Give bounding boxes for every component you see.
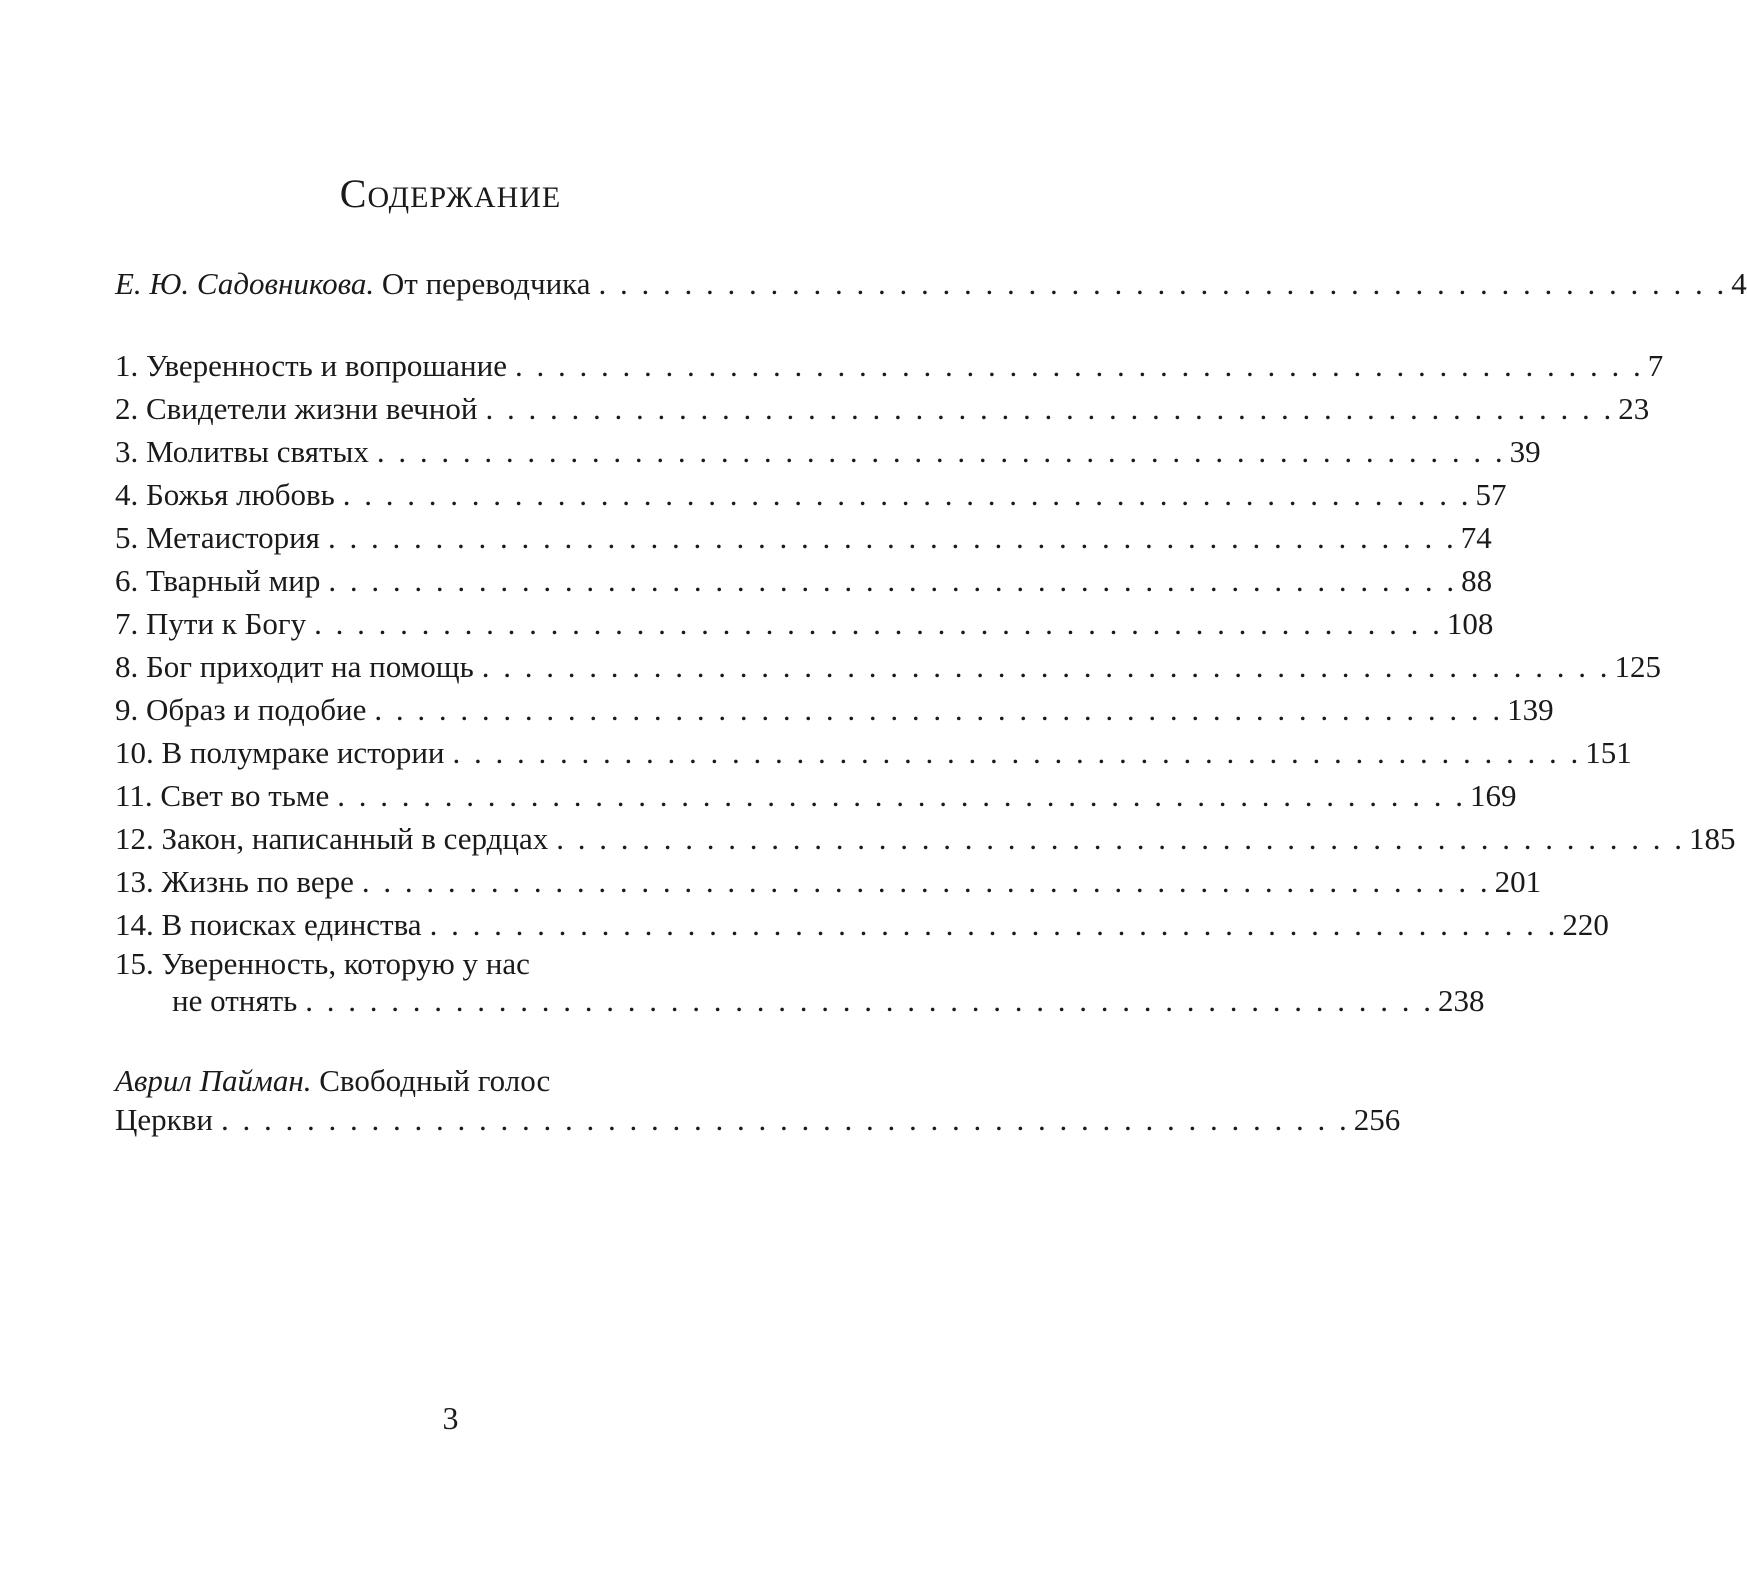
toc-entry-page: 23 [1618,391,1650,426]
toc-entry-label: 15. Уверенность, которую у нас [115,946,530,981]
toc-entry-page: 139 [1507,692,1554,727]
toc-leader-dots: . . . . . . . . . . . . . . . . . . . . . . . . . . . . . . . . . . . . . . . . . . . . . . . . . . . . . [220,1102,1350,1137]
toc-entry-label: 11. Свет во тьме [115,778,330,813]
toc-afterword [115,1063,1401,1141]
toc-leader-dots: . . . . . . . . . . . . . . . . . . . . . . . . . . . . . . . . . . . . . . . . . . . . . . . . . . . . . [342,477,1472,512]
toc-entry-label: не отнять [172,983,298,1018]
toc-entry-page: 39 [1509,434,1541,469]
toc-entry-chapter-15-line1[interactable] [115,948,757,979]
toc-leader-dots: . . . . . . . . . . . . . . . . . . . . . . . . . . . . . . . . . . . . . . . . . . . . . . . . . . . . . [305,983,1435,1018]
toc-entry-chapter-14[interactable] [115,903,1609,946]
toc-entry-chapter-6[interactable] [115,559,1493,602]
toc-entry-page: 7 [1647,348,1664,383]
toc-entry-chapter-12[interactable] [115,817,1736,860]
toc-entry-chapter-7[interactable] [115,602,1494,645]
toc-entry-page: 185 [1688,821,1736,856]
toc-entry-label: 9. Образ и подобие [115,692,367,727]
toc-entry-chapter-4[interactable] [115,473,1507,516]
toc-entry-label: 1. Уверенность и вопрошание [115,348,507,383]
toc-entry-page: 88 [1461,563,1493,598]
toc-leader-dots: . . . . . . . . . . . . . . . . . . . . . . . . . . . . . . . . . . . . . . . . . . . . . . . . . . . . . [337,778,1467,813]
toc-entry-label: 6. Тварный мир [115,563,321,598]
toc-leader-dots: . . . . . . . . . . . . . . . . . . . . . . . . . . . . . . . . . . . . . . . . . . . . . . . . . . . . . [429,907,1559,942]
toc-leader-dots: . . . . . . . . . . . . . . . . . . . . . . . . . . . . . . . . . . . . . . . . . . . . . . . . . . . . . [374,692,1504,727]
toc-entry-label: 10. В полумраке истории [115,735,445,770]
toc-entry-page: 151 [1585,735,1632,770]
toc-entry-page: 256 [1353,1102,1401,1137]
toc-entry-label: Церкви [115,1102,213,1137]
toc-leader-dots: . . . . . . . . . . . . . . . . . . . . . . . . . . . . . . . . . . . . . . . . . . . . . . . . . . . . . [485,391,1615,426]
toc-entry-label: 3. Молитвы святых [115,434,369,469]
toc-entry-page: 201 [1494,864,1542,899]
toc-leader-dots: . . . . . . . . . . . . . . . . . . . . . . . . . . . . . . . . . . . . . . . . . . . . . . . . . . . . . [376,434,1506,469]
toc-entry-page: 74 [1460,520,1492,555]
toc-entry-chapter-10[interactable] [115,731,1632,774]
toc-entry-label: 13. Жизнь по вере [115,864,354,899]
toc-entry-page: 108 [1446,606,1494,641]
toc-entry-chapter-9[interactable] [115,688,1554,731]
toc-leader-dots: . . . . . . . . . . . . . . . . . . . . . . . . . . . . . . . . . . . . . . . . . . . . . . . . . . . . . [556,821,1685,856]
page-title: СОДЕРЖАНИЕ [339,171,562,216]
toc-entry-page: 4 [1731,266,1747,301]
toc-entry-label: 2. Свидетели жизни вечной [115,391,478,426]
toc-entry-page: 57 [1475,477,1507,512]
page-number: 3 [442,1400,459,1436]
toc-entry-chapter-1[interactable] [115,344,1664,387]
toc-entry-afterword-line1[interactable] [115,1064,757,1098]
toc-leader-dots: . . . . . . . . . . . . . . . . . . . . . . . . . . . . . . . . . . . . . . . . . . . . . . . . . . . . . [481,649,1611,684]
toc-entry-label: 4. Божья любовь [115,477,335,512]
toc-entry-label: 8. Бог приходит на помощь [115,649,474,684]
toc-entry-chapter-15-line2[interactable] [115,979,1485,1022]
toc-entry-afterword-line2[interactable] [115,1098,1401,1141]
toc-entry-label: 14. В поисках единства [115,907,422,942]
toc-entry-label: 7. Пути к Богу [115,606,307,641]
toc-chapters [115,344,1736,1022]
toc-entry-chapter-2[interactable] [115,387,1650,430]
toc-preface [115,262,1747,305]
toc-entry-preface[interactable] [115,262,1747,305]
toc-entry-label: 5. Метаистория [115,520,320,555]
toc-entry-label: 12. Закон, написанный в сердцах [115,821,549,856]
toc-entry-chapter-13[interactable] [115,860,1542,903]
toc-leader-dots: . . . . . . . . . . . . . . . . . . . . . . . . . . . . . . . . . . . . . . . . . . . . . . . . . . . . . [452,735,1582,770]
toc-entry-label: Аврил Пайман. Свободный голос [115,1063,551,1098]
toc-entry-chapter-11[interactable] [115,774,1517,817]
toc-leader-dots: . . . . . . . . . . . . . . . . . . . . . . . . . . . . . . . . . . . . . . . . . . . . . . . . . . . . . [314,606,1443,641]
toc-entry-chapter-3[interactable] [115,430,1541,473]
toc-leader-dots: . . . . . . . . . . . . . . . . . . . . . . . . . . . . . . . . . . . . . . . . . . . . . . . . . . . . . [361,864,1491,899]
toc-leader-dots: . . . . . . . . . . . . . . . . . . . . . . . . . . . . . . . . . . . . . . . . . . . . . . . . . . . . . [328,563,1458,598]
toc-entry-chapter-8[interactable] [115,645,1662,688]
toc-entry-label: Е. Ю. Садовникова. От переводчика [115,266,591,301]
toc-entry-page: 238 [1438,983,1485,1018]
toc-entry-chapter-5[interactable] [115,516,1492,559]
toc-entry-page: 169 [1470,778,1517,813]
toc-entry-page: 220 [1562,907,1609,942]
toc-entry-page: 125 [1614,649,1662,684]
toc-leader-dots: . . . . . . . . . . . . . . . . . . . . . . . . . . . . . . . . . . . . . . . . . . . . . . . . . . . . . [598,266,1728,301]
toc-leader-dots: . . . . . . . . . . . . . . . . . . . . . . . . . . . . . . . . . . . . . . . . . . . . . . . . . . . . . [515,348,1644,383]
toc-leader-dots: . . . . . . . . . . . . . . . . . . . . . . . . . . . . . . . . . . . . . . . . . . . . . . . . . . . . . [327,520,1457,555]
